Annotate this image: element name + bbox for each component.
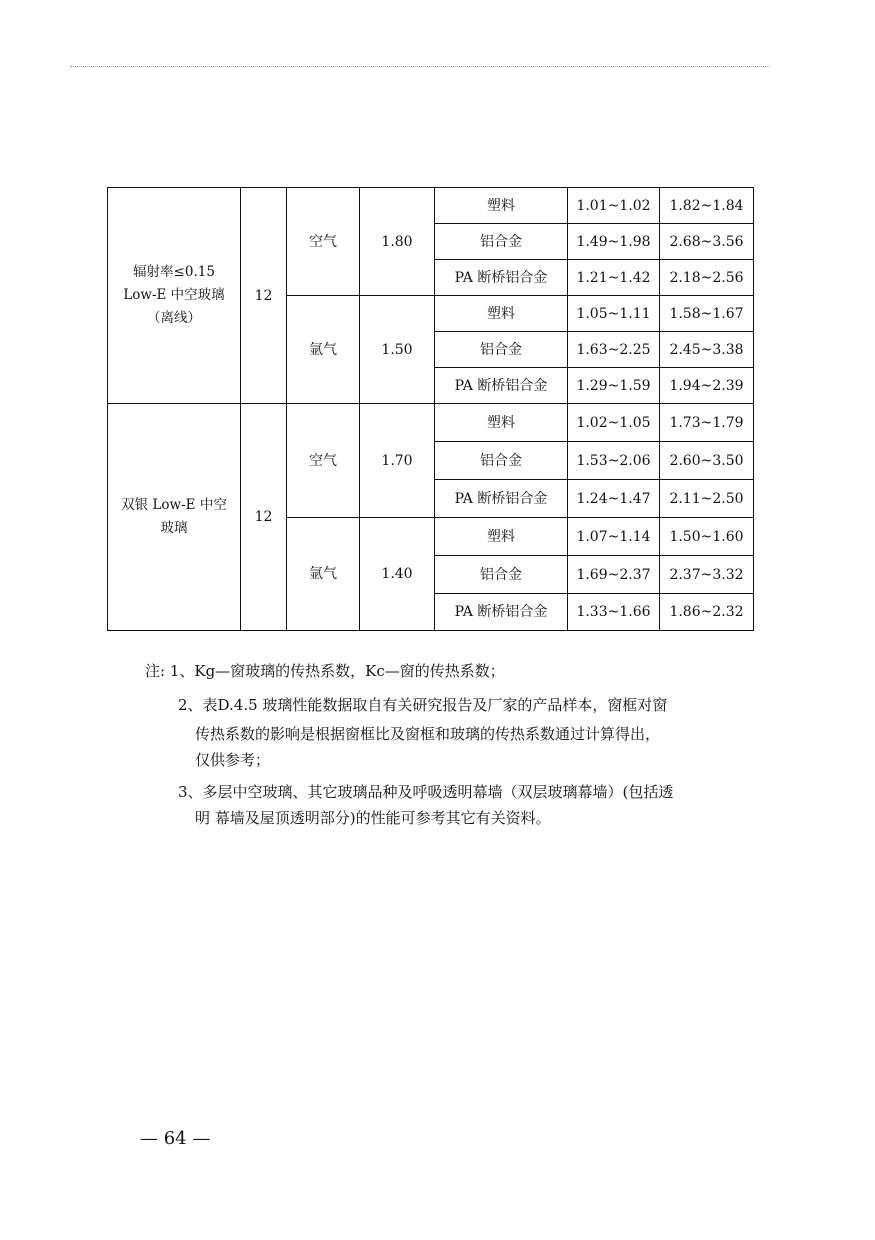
glass-type-cell: 辐射率≤0.15 Low-E 中空玻璃 （离线）	[108, 188, 241, 404]
kc-range-cell: 2.18~2.56	[660, 260, 754, 296]
note-line: 传热系数的影响是根据窗框比及窗框和玻璃的传热系数通过计算得出，	[195, 725, 661, 743]
kc-range-cell: 2.68~3.56	[660, 224, 754, 260]
kc-range-cell: 1.50~1.60	[660, 518, 754, 556]
page-number: — 64 —	[140, 1128, 211, 1149]
gas-fill-cell: 氩气	[287, 518, 360, 631]
kg-range-cell: 1.07~1.14	[568, 518, 660, 556]
kg-range-cell: 1.29~1.59	[568, 368, 660, 404]
kc-range-cell: 2.60~3.50	[660, 442, 754, 480]
kc-range-cell: 1.86~2.32	[660, 594, 754, 631]
glass-type-cell: 双银 Low-E 中空 玻璃	[108, 404, 241, 631]
glass-u-value-cell: 1.80	[360, 188, 435, 296]
frame-material-cell: PA 断桥铝合金	[435, 594, 568, 631]
table-row	[108, 188, 754, 224]
gas-fill-cell: 空气	[287, 188, 360, 296]
gas-fill-cell: 氩气	[287, 296, 360, 404]
kc-range-cell: 1.73~1.79	[660, 404, 754, 442]
kc-range-cell: 2.37~3.32	[660, 556, 754, 594]
kg-range-cell: 1.21~1.42	[568, 260, 660, 296]
kg-range-cell: 1.63~2.25	[568, 332, 660, 368]
kc-range-cell: 1.82~1.84	[660, 188, 754, 224]
frame-material-cell: PA 断桥铝合金	[435, 260, 568, 296]
kc-range-cell: 1.58~1.67	[660, 296, 754, 332]
frame-material-cell: 塑料	[435, 518, 568, 556]
frame-material-cell: 铝合金	[435, 224, 568, 260]
note-line: 2、表D.4.5 玻璃性能数据取自有关研究报告及厂家的产品样本，窗框对窗	[178, 696, 668, 714]
frame-material-cell: 塑料	[435, 188, 568, 224]
frame-material-cell: 铝合金	[435, 556, 568, 594]
kc-range-cell: 1.94~2.39	[660, 368, 754, 404]
note-line: 明 幕墙及屋顶透明部分)的性能可参考其它有关资料。	[195, 809, 551, 827]
frame-material-cell: PA 断桥铝合金	[435, 480, 568, 518]
note-line: 注: 1、Kg—窗玻璃的传热系数，Kc—窗的传热系数；	[145, 662, 505, 680]
gap-thickness-cell: 12	[241, 188, 287, 404]
frame-material-cell: 铝合金	[435, 442, 568, 480]
glass-performance-table	[107, 187, 754, 631]
table-row	[108, 404, 754, 442]
kg-range-cell: 1.05~1.11	[568, 296, 660, 332]
kc-range-cell: 2.45~3.38	[660, 332, 754, 368]
table-body	[108, 188, 754, 631]
glass-u-value-cell: 1.70	[360, 404, 435, 518]
kg-range-cell: 1.01~1.02	[568, 188, 660, 224]
header-rule	[70, 66, 770, 67]
gas-fill-cell: 空气	[287, 404, 360, 518]
gap-thickness-cell: 12	[241, 404, 287, 631]
frame-material-cell: 铝合金	[435, 332, 568, 368]
note-line: 3、多层中空玻璃、其它玻璃品种及呼吸透明幕墙（双层玻璃幕墙）(包括透	[178, 783, 674, 801]
glass-u-value-cell: 1.50	[360, 296, 435, 404]
kg-range-cell: 1.49~1.98	[568, 224, 660, 260]
kc-range-cell: 2.11~2.50	[660, 480, 754, 518]
glass-u-value-cell: 1.40	[360, 518, 435, 631]
kg-range-cell: 1.33~1.66	[568, 594, 660, 631]
kg-range-cell: 1.02~1.05	[568, 404, 660, 442]
kg-range-cell: 1.69~2.37	[568, 556, 660, 594]
frame-material-cell: PA 断桥铝合金	[435, 368, 568, 404]
frame-material-cell: 塑料	[435, 404, 568, 442]
frame-material-cell: 塑料	[435, 296, 568, 332]
kg-range-cell: 1.53~2.06	[568, 442, 660, 480]
kg-range-cell: 1.24~1.47	[568, 480, 660, 518]
note-line: 仅供参考；	[195, 751, 271, 769]
